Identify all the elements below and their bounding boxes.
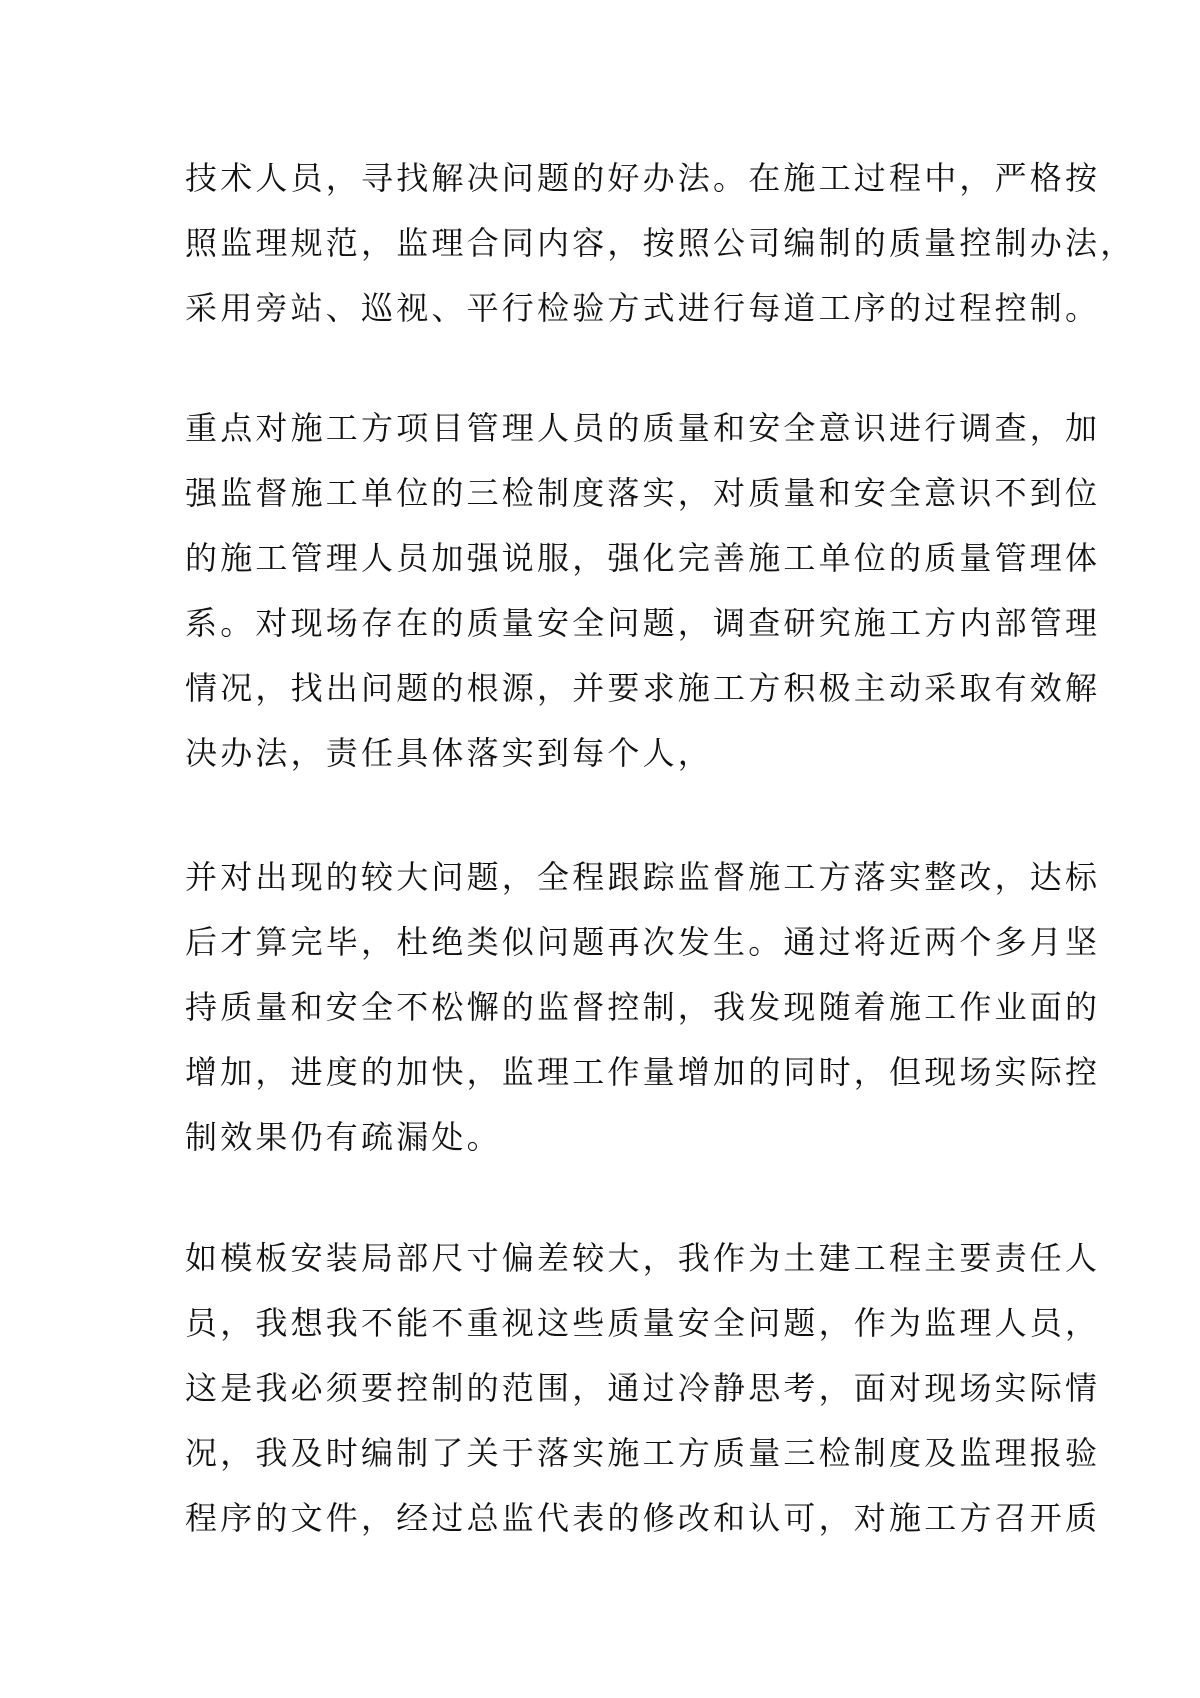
text-line: 情况，找出问题的根源，并要求施工方积极主动采取有效解 <box>185 669 1101 707</box>
text-line: 技术人员，寻找解决问题的好办法。在施工过程中，严格按 <box>185 159 1101 197</box>
text-line: 程序的文件，经过总监代表的修改和认可，对施工方召开质 <box>185 1499 1101 1537</box>
text-line: 的施工管理人员加强说服，强化完善施工单位的质量管理体 <box>185 539 1101 577</box>
text-line: 制效果仍有疏漏处。 <box>185 1118 502 1156</box>
text-line: 系。对现场存在的质量安全问题，调查研究施工方内部管理 <box>185 604 1101 642</box>
text-line: 采用旁站、巡视、平行检验方式进行每道工序的过程控制。 <box>185 289 1101 327</box>
text-line: 重点对施工方项目管理人员的质量和安全意识进行调查，加 <box>185 409 1101 447</box>
text-line: 后才算完毕，杜绝类似问题再次发生。通过将近两个多月坚 <box>185 923 1101 961</box>
text-line: 况，我及时编制了关于落实施工方质量三检制度及监理报验 <box>185 1434 1101 1472</box>
text-line: 员，我想我不能不重视这些质量安全问题，作为监理人员， <box>185 1304 1101 1342</box>
text-line: 持质量和安全不松懈的监督控制，我发现随着施工作业面的 <box>185 988 1101 1026</box>
paragraph-3 <box>185 845 1101 1170</box>
paragraph-1 <box>185 146 1136 341</box>
text-line: 强监督施工单位的三检制度落实，对质量和安全意识不到位 <box>185 474 1101 512</box>
text-line: 如模板安装局部尺寸偏差较大，我作为土建工程主要责任人 <box>185 1239 1101 1277</box>
paragraph-4 <box>185 1226 1101 1551</box>
text-line: 增加，进度的加快，监理工作量增加的同时，但现场实际控 <box>185 1053 1101 1091</box>
paragraph-2 <box>185 396 1101 786</box>
text-line: 这是我必须要控制的范围，通过冷静思考，面对现场实际情 <box>185 1369 1101 1407</box>
text-line: 照监理规范，监理合同内容，按照公司编制的质量控制办法， <box>185 224 1136 262</box>
text-line: 并对出现的较大问题，全程跟踪监督施工方落实整改，达标 <box>185 858 1101 896</box>
text-line: 决办法，责任具体落实到每个人， <box>185 734 714 772</box>
